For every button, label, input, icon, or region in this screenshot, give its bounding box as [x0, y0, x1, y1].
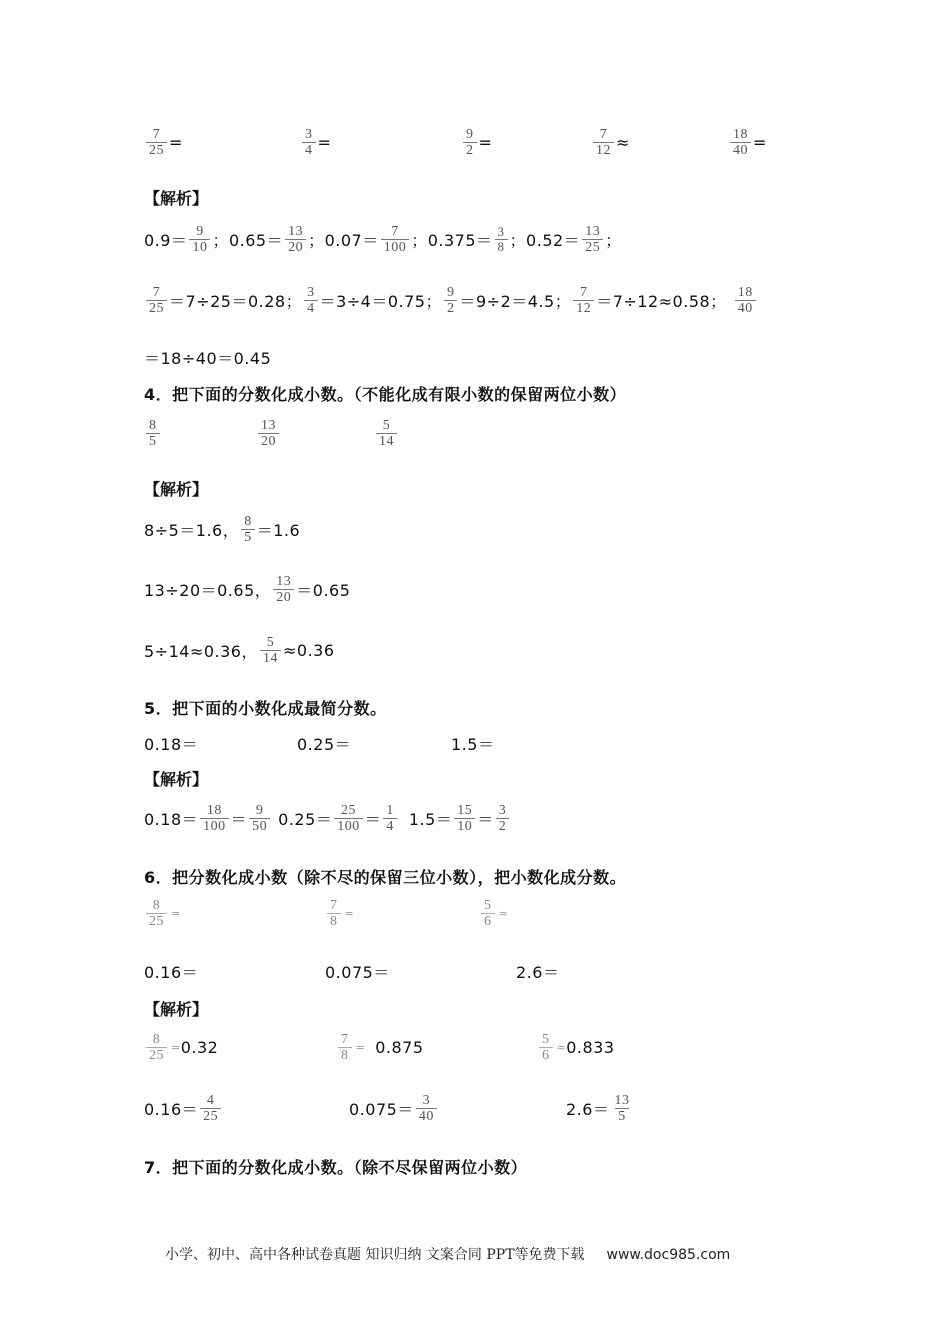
q6-fraction-3: $\frac{5}{6}$ ≈: [479, 898, 508, 929]
top-item-5: $\frac{18}{40}$ =: [728, 127, 767, 158]
fraction: $\frac{7}{12}$: [573, 285, 594, 316]
footer-text: 小学、初中、高中各种试卷真题 知识归纳 文案合同 PPT等免费下载: [165, 1247, 585, 1263]
fraction: $\frac{8}{5}$: [241, 514, 255, 545]
fraction: $\frac{18}{40}$: [735, 285, 756, 316]
fraction: $\frac{5}{6}$: [481, 898, 495, 929]
fraction: $\frac{7}{12}$: [593, 127, 614, 158]
footer: [165, 1244, 730, 1264]
fraction: $\frac{8}{5}$: [146, 418, 160, 449]
fraction: $\frac{5}{6}$: [539, 1032, 553, 1063]
fraction: $\frac{18}{40}$: [730, 127, 751, 158]
fraction: $\frac{5}{14}$: [260, 635, 281, 666]
answer-line-3: ＝18÷40＝0.45: [144, 349, 272, 368]
q4-answer-3: 5÷14≈0.36， $\frac{5}{14}$ ≈0.36: [144, 635, 335, 666]
q4-answer-1: 8÷5＝1.6， $\frac{8}{5}$ ＝1.6: [144, 514, 301, 545]
fraction: $\frac{13}{20}$: [285, 224, 306, 255]
question-4-title: 4．把下面的分数化成小数。（不能化成有限小数的保留两位小数）: [144, 385, 627, 404]
fraction: $\frac{7}{25}$: [146, 127, 167, 158]
q6-answer-1: $\frac{8}{25}$ = 0.32: [144, 1032, 218, 1063]
top-item-4: $\frac{7}{12}$ ≈: [591, 127, 630, 158]
top-item-2: $\frac{3}{4}$ =: [300, 127, 331, 158]
q4-fraction-3: [374, 418, 399, 449]
fraction: $\frac{25}{100}$: [334, 803, 363, 834]
analysis-heading: 【解析】: [144, 1000, 209, 1019]
fraction: $\frac{3}{4}$: [304, 285, 318, 316]
answer-line-1: 0.9＝ $\frac{9}{10}$ ；0.65＝ $\frac{13}{20}$ ；0.07＝ $\frac{7}{100}$ ；0.375＝ $\frac{3}{8}$ ；0.52＝ $\frac{13}{25}$ ；: [144, 224, 622, 255]
question-7-title: 7．把下面的分数化成小数。（除不尽保留两位小数）: [144, 1158, 528, 1177]
q5-item-3: 1.5＝: [451, 735, 495, 754]
fraction: $\frac{13}{5}$: [614, 1093, 630, 1124]
fraction: $\frac{7}{25}$: [146, 285, 167, 316]
q6-answer-6: 2.6＝ $\frac{13}{5}$: [566, 1093, 634, 1124]
q6-fraction-1: $\frac{8}{25}$ =: [144, 898, 181, 929]
fraction: $\frac{13}{25}$: [582, 224, 603, 255]
fraction: $\frac{7}{100}$: [381, 224, 410, 255]
fraction: $\frac{9}{10}$: [189, 224, 210, 255]
q6-decimal-2: 0.075＝: [325, 963, 390, 982]
fraction: $\frac{8}{25}$: [146, 1032, 167, 1063]
q4-answer-2: 13÷20＝0.65， $\frac{13}{20}$ ＝0.65: [144, 574, 351, 605]
fraction: $\frac{3}{2}$: [496, 803, 510, 834]
fraction: $\frac{3}{40}$: [416, 1093, 437, 1124]
analysis-heading: 【解析】: [144, 480, 209, 499]
q6-fraction-2: $\frac{7}{8}$ =: [325, 898, 354, 929]
footer-url[interactable]: www.doc985.com: [606, 1247, 731, 1263]
fraction: $\frac{3}{8}$: [495, 225, 508, 254]
top-item-3: $\frac{9}{2}$ =: [461, 127, 492, 158]
fraction: $\frac{1}{4}$: [383, 803, 397, 834]
q5-item-2: 0.25＝: [297, 735, 352, 754]
q5-item-1: 0.18＝: [144, 735, 199, 754]
q4-fraction-2: [256, 418, 281, 449]
fraction: $\frac{15}{10}$: [454, 803, 475, 834]
q6-decimal-1: 0.16＝: [144, 963, 199, 982]
fraction: $\frac{3}{4}$: [302, 127, 316, 158]
fraction: $\frac{13}{20}$: [273, 574, 294, 605]
fraction: $\frac{4}{25}$: [200, 1093, 221, 1124]
analysis-heading: 【解析】: [144, 770, 209, 789]
analysis-heading: 【解析】: [144, 189, 209, 208]
q6-answer-3: $\frac{5}{6}$ ≈ 0.833: [537, 1032, 615, 1063]
q6-decimal-3: 2.6＝: [516, 963, 560, 982]
q6-answer-2: $\frac{7}{8}$ = 0.875: [336, 1032, 424, 1063]
q6-answer-4: 0.16＝ $\frac{4}{25}$: [144, 1093, 223, 1124]
q4-fraction-1: [144, 418, 162, 449]
answer-line-2: $\frac{7}{25}$ ＝7÷25＝0.28； $\frac{3}{4}$ ＝3÷4＝0.75； $\frac{9}{2}$ ＝9÷2＝4.5； $\frac{7}{12}$ ＝7÷12≈0.58； $\frac{18}{40}$: [144, 285, 758, 316]
fraction: $\frac{13}{20}$: [258, 418, 279, 449]
fraction: $\frac{7}{8}$: [338, 1032, 352, 1063]
fraction: $\frac{7}{8}$: [327, 898, 341, 929]
q6-answer-5: 0.075＝ $\frac{3}{40}$: [349, 1093, 439, 1124]
fraction: $\frac{9}{50}$: [249, 803, 270, 834]
fraction: $\frac{18}{100}$: [200, 803, 229, 834]
fraction: $\frac{9}{2}$: [444, 285, 458, 316]
fraction: $\frac{9}{2}$: [463, 127, 477, 158]
fraction: $\frac{5}{14}$: [376, 418, 397, 449]
top-item-1: $\frac{7}{25}$ =: [144, 127, 183, 158]
question-6-title: 6．把分数化成小数（除不尽的保留三位小数），把小数化成分数。: [144, 868, 627, 887]
q5-answer: 0.18＝ $\frac{18}{100}$ ＝ $\frac{9}{50}$ 0.25＝ $\frac{25}{100}$ ＝ $\frac{1}{4}$ 1.5＝ $\frac{15}{10}$ ＝ $\frac{3}{2}$: [144, 803, 511, 834]
fraction: $\frac{8}{25}$: [146, 898, 167, 929]
question-5-title: 5．把下面的小数化成最简分数。: [144, 699, 387, 718]
